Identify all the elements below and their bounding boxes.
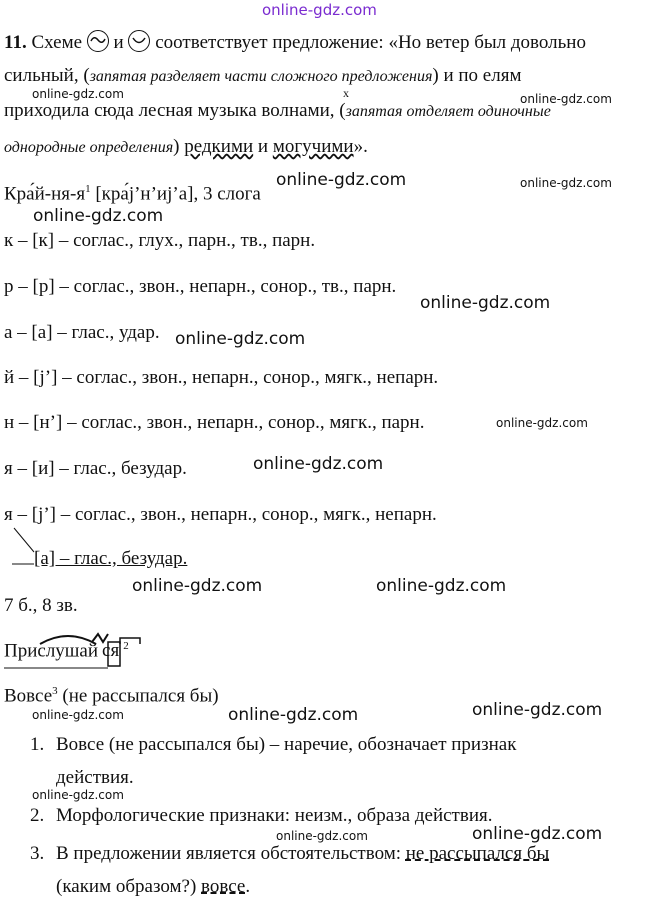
watermark: online-gdz.com [262, 1, 377, 19]
task-text: и [113, 32, 124, 53]
task-text: приходила сюда лесная музыка волнами, ( [4, 100, 346, 121]
footnote-mark: 3 [52, 685, 58, 697]
task-text: сильный, ( [4, 65, 90, 86]
task-line-3 [4, 100, 551, 122]
phonetic-row: [а] – глас., безудар. [34, 548, 188, 569]
footnote-mark: 1 [85, 183, 91, 195]
watermark: online-gdz.com [276, 829, 368, 843]
phonetic-heading [4, 183, 261, 205]
list-text: Морфологические признаки: неизм., образа действия. [56, 805, 493, 826]
task-text: Схеме [31, 32, 83, 53]
watermark: online-gdz.com [472, 824, 603, 844]
list-number: 1. [30, 734, 45, 755]
watermark: online-gdz.com [420, 293, 551, 313]
watermark: online-gdz.com [32, 788, 124, 802]
list-item [30, 734, 640, 756]
list-item-continuation: действия. [56, 767, 134, 788]
list-item-continuation [56, 876, 250, 898]
watermark: online-gdz.com [520, 176, 612, 190]
task-text: соответствует предложение: «Но ветер был довольно [155, 32, 586, 53]
footnote-mark: 2 [123, 640, 129, 652]
morph-word: Вовсе [4, 685, 53, 707]
italic-note: запятая отделяет одиночные [345, 103, 551, 120]
list-text: Вовсе (не рассыпался бы) – наречие, обозначает признак [56, 734, 517, 755]
underlined-word: могучими [272, 136, 354, 157]
watermark: online-gdz.com [228, 705, 359, 725]
morphemic-analysis [4, 626, 164, 676]
italic-note: однородные определения [4, 139, 174, 156]
watermark: online-gdz.com [175, 329, 306, 349]
branch-line-icon [10, 526, 36, 566]
phonetic-row: а – [а] – глас., удар. [4, 322, 160, 343]
watermark: online-gdz.com [496, 416, 588, 430]
underlined-word: вовсе [201, 876, 246, 897]
task-text: ) [173, 136, 180, 157]
underlined-word: редкими [184, 136, 254, 157]
list-number: 2. [30, 805, 45, 826]
phonetic-word: Кра́й-ня-я [4, 183, 86, 205]
watermark: online-gdz.com [253, 454, 384, 474]
watermark: online-gdz.com [33, 206, 164, 226]
morph-heading [4, 685, 219, 707]
x-mark: x [343, 86, 349, 100]
watermark: online-gdz.com [376, 576, 507, 596]
phonetic-row: й – [j’] – соглас., звон., непарн., сонор., мягк., непарн. [4, 367, 439, 388]
watermark: online-gdz.com [276, 170, 407, 190]
transcription: [кра́j’н’иj’а], 3 слога [95, 183, 261, 205]
task-number: 11. [4, 32, 27, 53]
phonetic-summary: 7 б., 8 зв. [4, 595, 78, 616]
phonetic-row: р – [р] – соглас., звон., непарн., сонор., тв., парн. [4, 276, 397, 297]
phonetic-row: я – [и] – глас., безудар. [4, 458, 187, 479]
list-item [30, 843, 549, 865]
morph-context: (не рассыпался бы) [62, 685, 219, 707]
task-text: ». [353, 136, 368, 157]
task-text: ) и по елям [432, 65, 522, 86]
scheme-arc-icon [128, 30, 150, 52]
morpheme-root: Прислуша [4, 640, 88, 662]
phonetic-row: я – [j’] – соглас., звон., непарн., сонор., мягк., непарн. [4, 504, 437, 525]
watermark: online-gdz.com [32, 708, 124, 722]
list-text: В предложении является обстоятельством: [56, 843, 402, 864]
task-line-4 [4, 136, 368, 158]
italic-note: запятая разделяет части сложного предложения [89, 68, 433, 85]
task-line-2 [4, 65, 521, 87]
watermark: online-gdz.com [32, 87, 124, 101]
list-text: (каким образом?) [56, 876, 197, 897]
watermark: online-gdz.com [132, 576, 263, 596]
list-text: . [245, 876, 251, 897]
list-number: 3. [30, 843, 45, 864]
phonetic-row: к – [к] – соглас., глух., парн., тв., парн. [4, 230, 316, 251]
scheme-wave-icon [87, 30, 109, 52]
task-text: и [257, 136, 269, 157]
phonetic-row: н – [н’] – соглас., звон., непарн., сонор., мягк., парн. [4, 412, 425, 433]
list-item [30, 805, 492, 827]
watermark: online-gdz.com [520, 92, 612, 106]
watermark: online-gdz.com [472, 700, 603, 720]
morpheme-postfix: ся [102, 640, 120, 662]
task-line-1 [4, 30, 586, 54]
underlined-phrase: не рассыпался бы [405, 843, 550, 864]
morpheme-suffix: й [87, 640, 99, 662]
